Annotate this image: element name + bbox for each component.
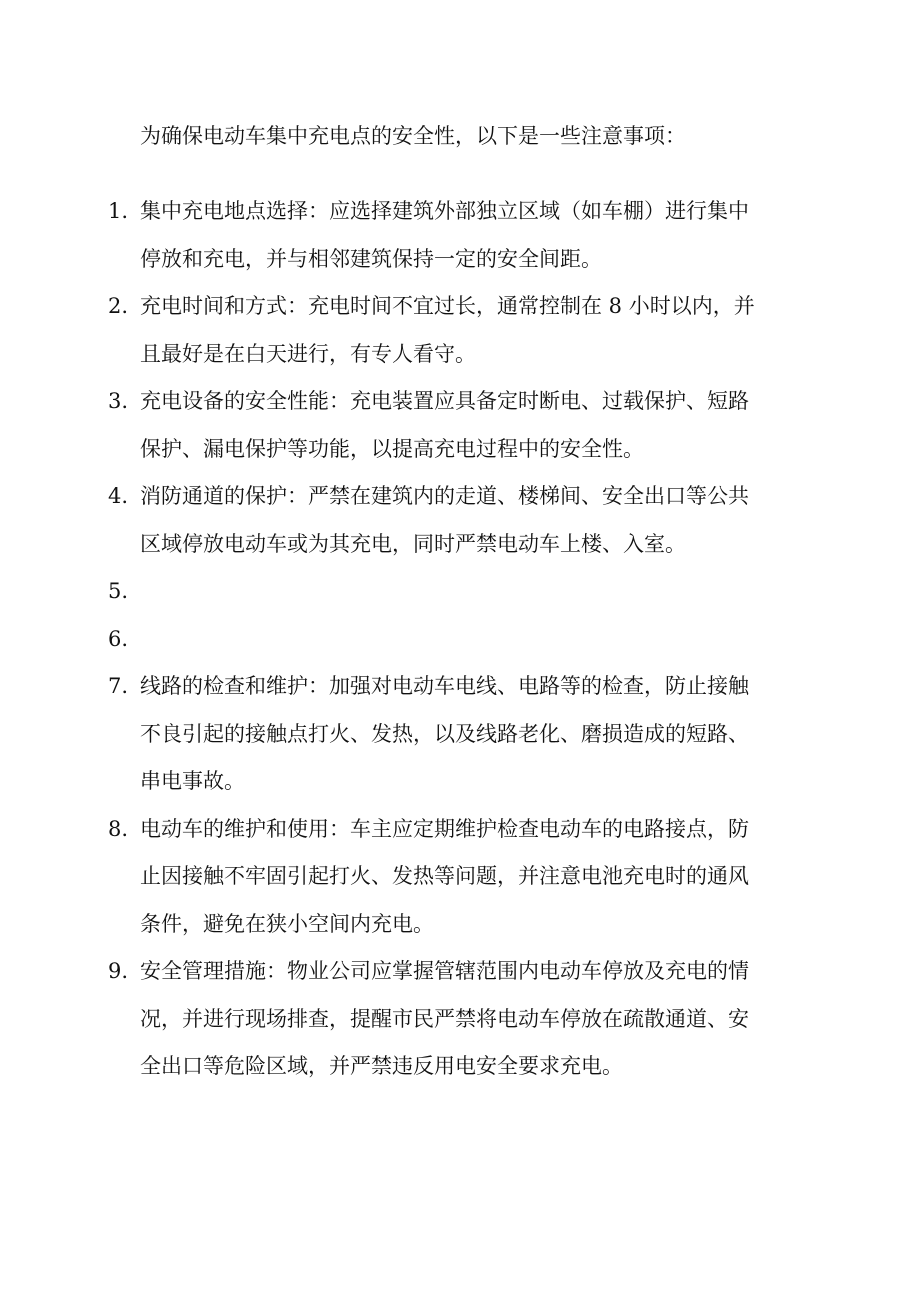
list-item (108, 806, 768, 949)
list-item (108, 188, 768, 283)
list-item-text: 充电设备的安全性能：充电装置应具备定时断电、过载保护、短路保护、漏电保护等功能，以提高充电过程中的安全性。 (140, 389, 749, 461)
list-item-number: 2. (108, 294, 129, 318)
list-item-empty (108, 616, 768, 664)
list-item-number: 5. (108, 579, 129, 603)
list-item-text: 电动车的维护和使用：车主应定期维护检查电动车的电路接点，防止因接触不牢固引起打火、发热等问题，并注意电池充电时的通风条件，避免在狭小空间内充电。 (140, 816, 749, 936)
list-item-text: 消防通道的保护：严禁在建筑内的走道、楼梯间、安全出口等公共区域停放电动车或为其充电，同时严禁电动车上楼、入室。 (140, 484, 749, 556)
list-item-number: 8. (108, 816, 129, 841)
intro-paragraph: 为确保电动车集中充电点的安全性，以下是一些注意事项： (140, 124, 686, 148)
list-item-number: 9. (108, 959, 129, 983)
list-item-text: 安全管理措施：物业公司应掌握管辖范围内电动车停放及充电的情况，并进行现场排查，提醒市民严禁将电动车停放在疏散通道、安全出口等危险区域，并严禁违反用电安全要求充电。 (140, 959, 749, 1078)
list-item (108, 378, 768, 473)
list-item-number: 1. (108, 199, 129, 223)
list-item-number: 3. (108, 389, 129, 413)
list-item-text: 集中充电地点选择：应选择建筑外部独立区域（如车棚）进行集中停放和充电，并与相邻建筑保持一定的安全间距。 (140, 199, 749, 271)
list-item-number: 7. (108, 674, 129, 698)
list-item (108, 283, 768, 378)
list-item (108, 473, 768, 568)
list-item-text: 线路的检查和维护：加强对电动车电线、电路等的检查，防止接触不良引起的接触点打火、发热，以及线路老化、磨损造成的短路、串电事故。 (140, 674, 749, 793)
list-item-number: 4. (108, 484, 129, 508)
list-item (108, 663, 768, 806)
list-item (108, 948, 768, 1091)
list-item-number: 6. (108, 626, 129, 651)
safety-notes-list (108, 188, 768, 1091)
list-item-text: 充电时间和方式：充电时间不宜过长，通常控制在 8 小时以内，并且最好是在白天进行，有专人看守。 (140, 294, 755, 366)
list-item-empty (108, 568, 768, 616)
